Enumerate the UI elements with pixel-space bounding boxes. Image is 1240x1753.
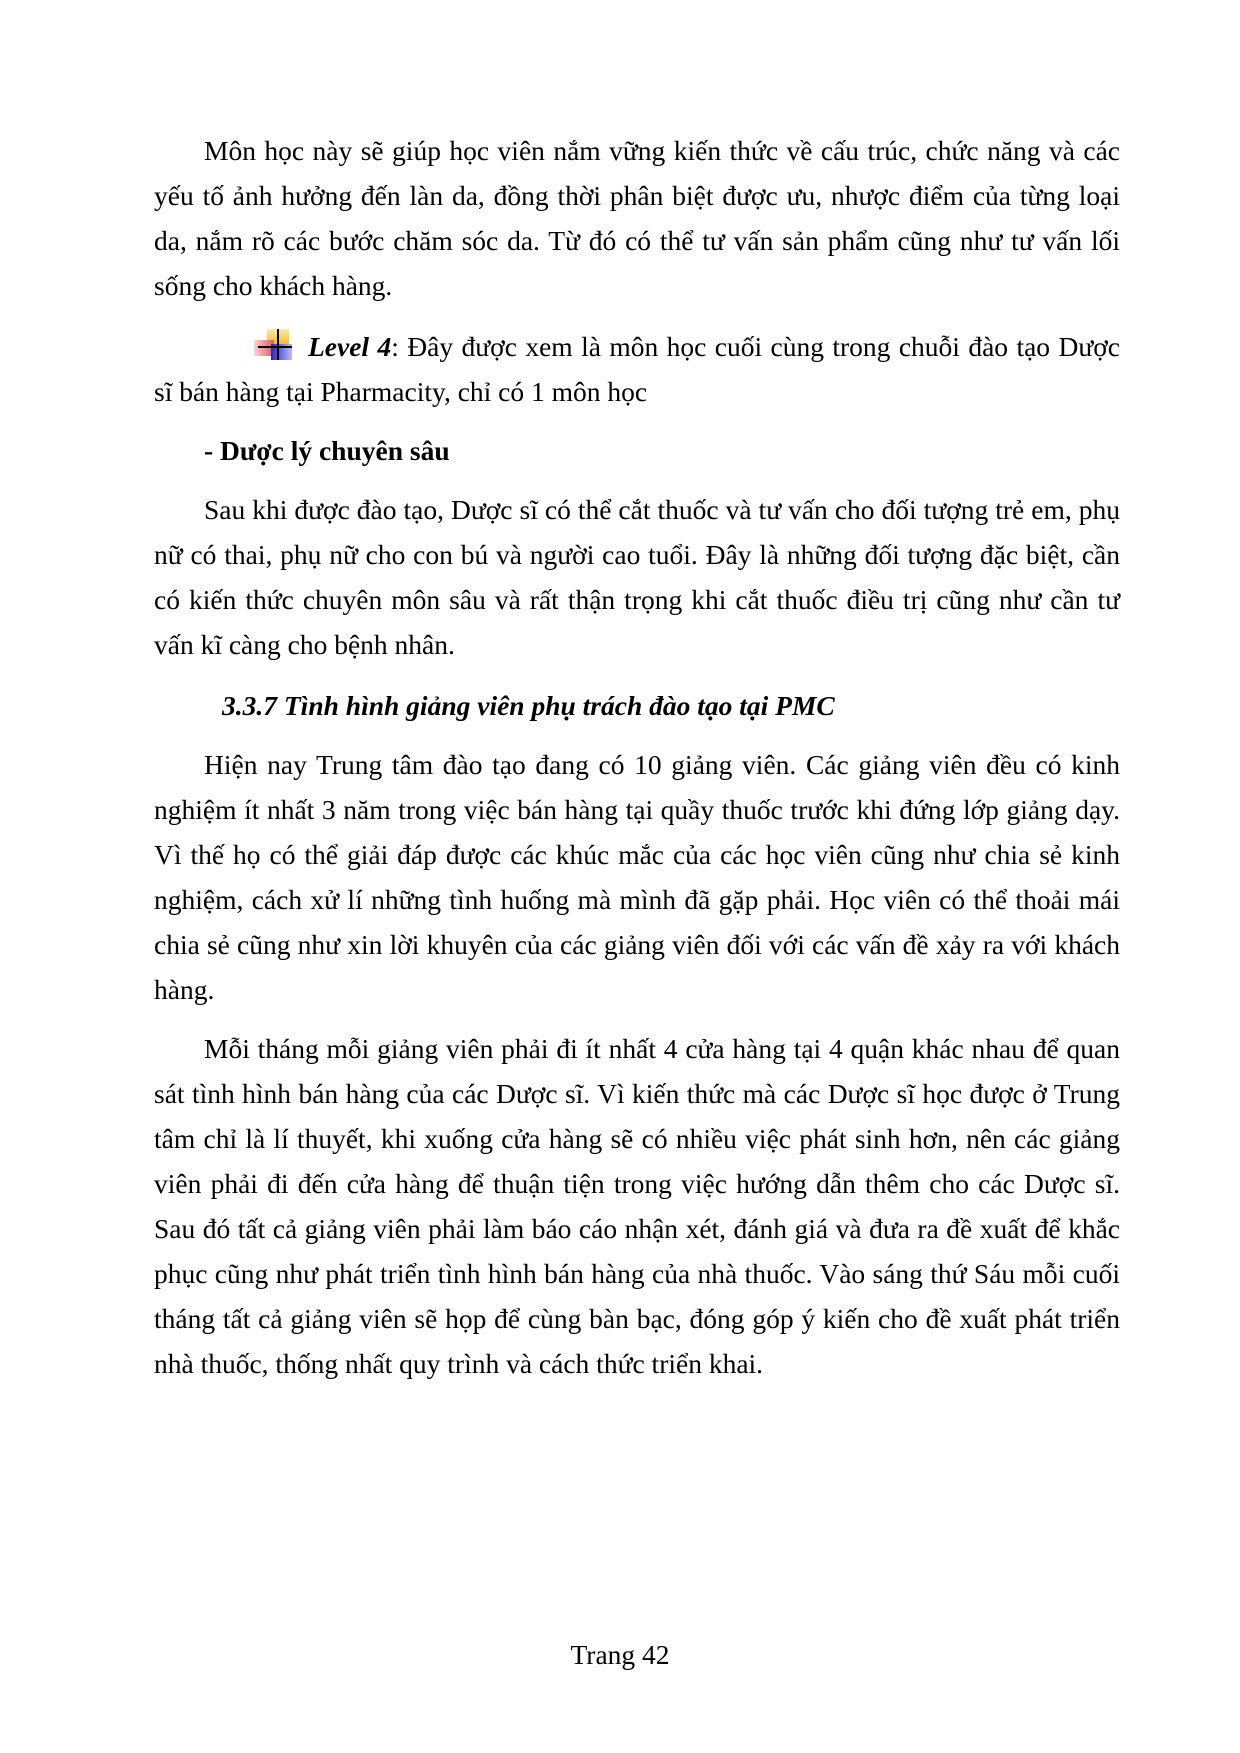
paragraph-teachers: Hiện nay Trung tâm đào tạo đang có 10 giảng viên. Các giảng viên đều có kinh nghiệm ít nhất 3 năm trong việc bán hàng tại quầy thuốc trước khi đứng lớp giảng dạy. Vì thế họ có thể giải đáp được các khúc mắc của các học viên cũng như chia sẻ kinh nghiệm, cách xử lí những tình huống mà mình đã gặp phải. Học viên có thể thoải mái chia sẻ cũng như xin lời khuyên của các giảng viên đối với các vấn đề xảy ra với khách hàng. xyxy=(154,749,1120,1005)
paragraph-after-training: Sau khi được đào tạo, Dược sĩ có thể cắt thuốc và tư vấn cho đối tượng trẻ em, phụ nữ có thai, phụ nữ cho con bú và người cao tuổi. Đây là những đối tượng đặc biệt, cần có kiến thức chuyên môn sâu và rất thận trọng khi cắt thuốc điều trị cũng như cần tư vấn kĩ càng cho bệnh nhân. xyxy=(154,494,1120,660)
bullet-cross-horizontal xyxy=(258,346,292,348)
paragraph-skin-course: Môn học này sẽ giúp học viên nắm vững kiến thức về cấu trúc, chức năng và các yếu tố ảnh hưởng đến làn da, đồng thời phân biệt được ưu, nhược điểm của từng loại da, nắm rõ các bước chăm sóc da. Từ đó có thể tư vấn sản phẩm cũng như tư vấn lối sống cho khách hàng. xyxy=(154,135,1120,301)
paragraph-monthly-visits: Mỗi tháng mỗi giảng viên phải đi ít nhất 4 cửa hàng tại 4 quận khác nhau để quan sát tình hình bán hàng của các Dược sĩ. Vì kiến thức mà các Dược sĩ học được ở Trung tâm chỉ là lí thuyết, khi xuống cửa hàng sẽ có nhiều việc phát sinh hơn, nên các giảng viên phải đi đến cửa hàng để thuận tiện trong việc hướng dẫn thêm cho các Dược sĩ. Sau đó tất cả giảng viên phải làm báo cáo nhận xét, đánh giá và đưa ra đề xuất để khắc phục cũng như phát triển tình hình bán hàng của nhà thuốc. Vào sáng thứ Sáu mỗi cuối tháng tất cả giảng viên sẽ họp để cùng bàn bạc, đóng góp ý kiến cho đề xuất phát triển nhà thuốc, thống nhất quy trình và cách thức triển khai. xyxy=(154,1033,1120,1379)
page-footer xyxy=(0,1632,1240,1677)
section-heading-337: 3.3.7 Tình hình giảng viên phụ trách đào tạo tại PMC xyxy=(222,690,835,721)
paragraph-level4 xyxy=(154,324,1120,414)
page-number: Trang 42 xyxy=(570,1639,670,1670)
colored-cross-bullet-icon xyxy=(254,329,292,363)
bullet-cross-vertical xyxy=(277,329,279,360)
level4-text: : Đây được xem là môn học cuối cùng trong chuỗi đào tạo Dược sĩ bán hàng tại Pharmacity, chỉ có 1 môn học xyxy=(154,331,1120,407)
subject-heading-pharmacology: - Dược lý chuyên sâu xyxy=(204,435,450,466)
level4-label: Level 4 xyxy=(308,331,392,362)
